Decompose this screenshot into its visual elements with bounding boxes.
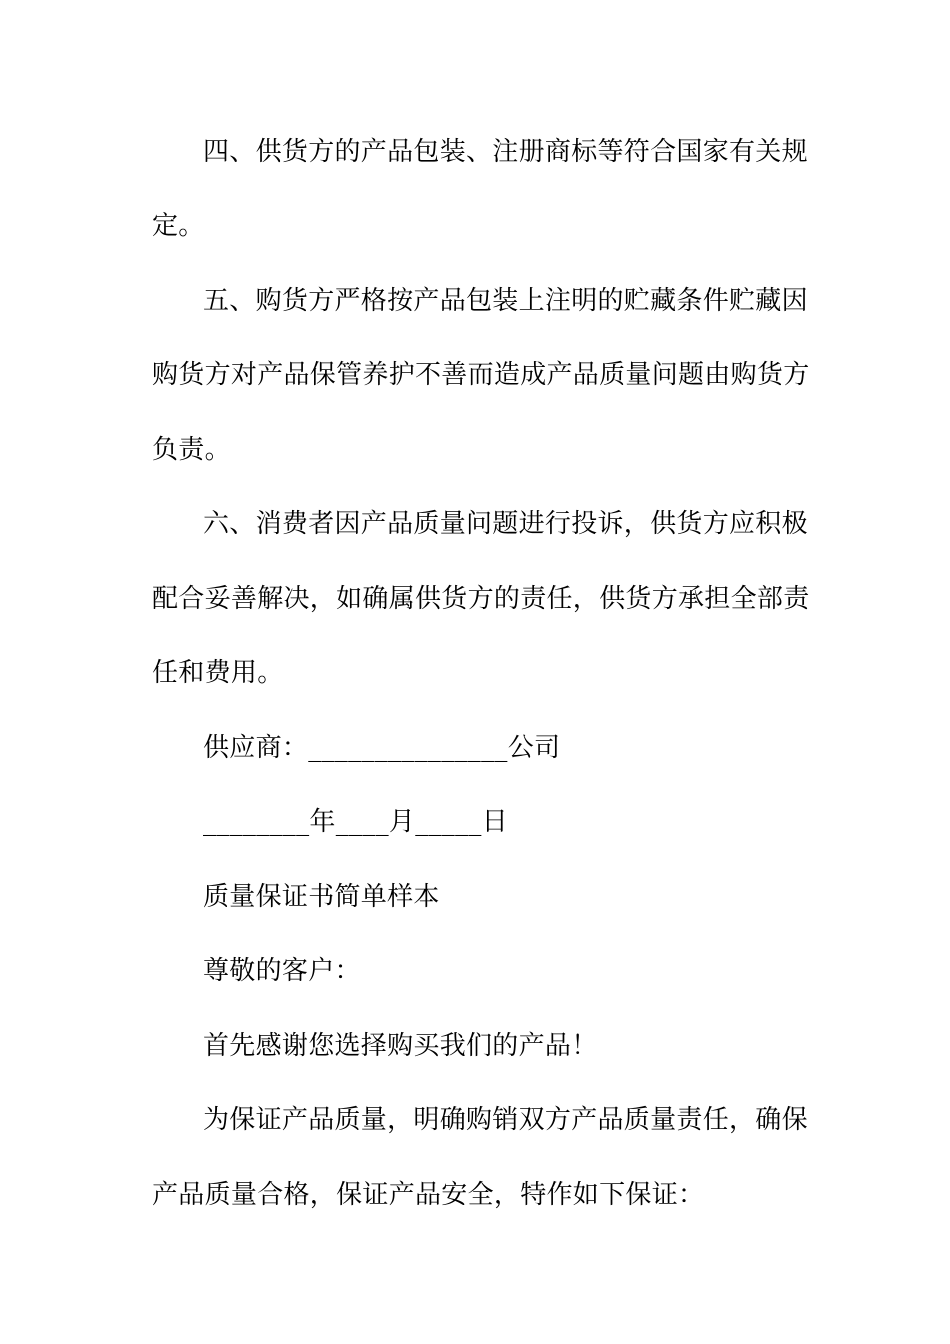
date-line: ________年____月_____日 xyxy=(203,807,508,837)
intro-line: 首先感谢您选择购买我们的产品！ xyxy=(203,1031,598,1061)
clause-5-line-1: 五、购货方严格按产品包装上注明的贮藏条件贮藏因 xyxy=(203,286,808,316)
salutation: 尊敬的客户： xyxy=(203,956,361,986)
clause-6-line-1: 六、消费者因产品质量问题进行投诉，供货方应积极 xyxy=(203,509,808,539)
clause-5-line-2: 购货方对产品保管养护不善而造成产品质量问题由购货方 xyxy=(152,360,810,390)
clause-5-line-3: 负责。 xyxy=(152,435,231,465)
section-title: 质量保证书简单样本 xyxy=(203,882,440,912)
clause-4-line-2: 定。 xyxy=(152,211,205,241)
guarantee-line-1: 为保证产品质量，明确购销双方产品质量责任，确保 xyxy=(203,1105,808,1135)
supplier-line: 供应商：_______________公司 xyxy=(203,733,561,763)
clause-4-line-1: 四、供货方的产品包装、注册商标等符合国家有关规 xyxy=(203,137,808,167)
clause-6-line-3: 任和费用。 xyxy=(152,658,284,688)
guarantee-line-2: 产品质量合格，保证产品安全，特作如下保证： xyxy=(152,1180,705,1210)
clause-6-line-2: 配合妥善解决，如确属供货方的责任，供货方承担全部责 xyxy=(152,584,810,614)
